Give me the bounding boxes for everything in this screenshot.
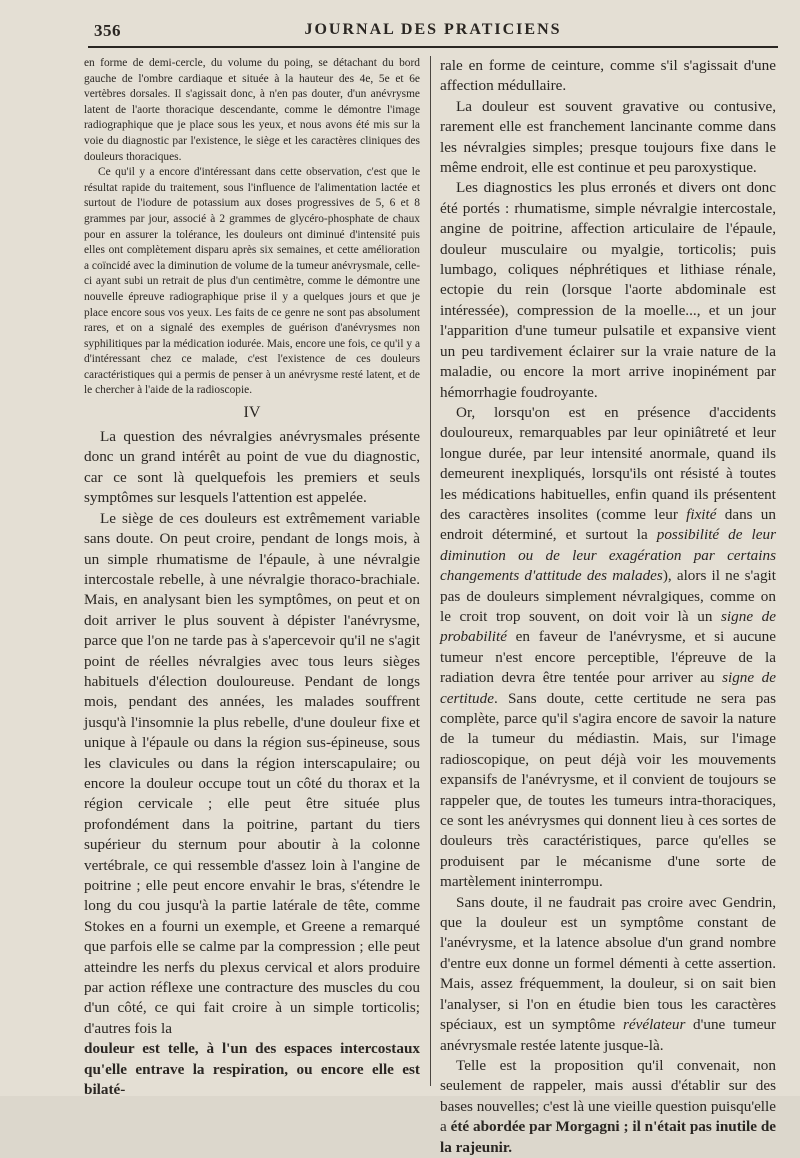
text-run: Sans doute, il ne faudrait pas croire avec Gendrin, que la douleur est un symptôme constant de l'anévrysme, et la latence absolue d'un grand nombre d'entre eux donne un formel démenti à cette assertion. Mais, assez fréquemment, la douleur, si on sait bien l'analyser, si l'on en étudie bien tous les caractères spéciaux, est un symptôme <box>440 893 776 1034</box>
section-heading: IV <box>243 404 261 422</box>
text-run: Or, lorsqu'on est en présence d'accidents douloureux, remarquables par leur opiniâtreté et leur longue durée, par leur intensité anormale, quand ils demeurent inexpliqués, lorsqu'ils ont résisté à toutes les médications habituelles, enfin quand ils présentent des caractères insolites (comme leur <box>440 403 776 523</box>
main-text-block <box>84 427 420 1100</box>
paragraph-bold-tail: douleur est telle, à l'un des espaces intercostaux qu'elle entrave la respiration, ou encore elle est bilaté- <box>84 1040 420 1099</box>
bold-run: été abordée par Morgagni ; il n'était pas inutile de la rajeunir. <box>440 1118 777 1156</box>
text-run: dans un endroit déterminé, et surtout la <box>440 505 776 544</box>
small-print-block <box>84 56 420 399</box>
paragraph: Les diagnostics les plus erronés et divers ont donc été portés : rhumatisme, simple névralgie intercostale, angine de poitrine, affection articulaire de l'épaule, douleur musculaire ou myalgie, torticolis; puis lumbago, coliques néphrétiques et lithiase rénale, ectopie du rein (lorsque l'aorte abdominale est intéressée), compression de la moelle..., et un jour l'apparition d'une tumeur pulsatile et expansive vient un peu tardivement éclairer sur la vraie nature de la maladie, ou encore la mort arrive inopinément par hémorrhagie foudroyante. <box>440 179 776 401</box>
header-rule <box>88 46 778 48</box>
right-column <box>440 56 776 1158</box>
italic-run: possibilité de leur diminution ou de leur exagération par certains changements d'attitude des malades <box>440 526 776 585</box>
text-run: . Sans doute, cette certitude ne sera pas complète, parce qu'il s'agira encore de savoir la nature de la tumeur du médiastin. Mais, sur l'image radioscopique, on peut déjà voir les mouvements expansifs de l'anévrysme, et il convient de toujours se rappeler que, de toutes les tumeurs intra-thoraciques, ce sont les anévrysmes qui donnent lieu à ces sortes de douleurs très caractéristiques, parce qu'elles se produisent par le mécanisme d'une sorte de martèlement ininterrompu. <box>440 689 776 891</box>
running-header <box>88 18 778 44</box>
text-run: Telle est la proposition qu'il convenait, non seulement de rappeler, mais aussi d'établir sur des bases nouvelles; c'est là une vieille question puisqu'elle a <box>440 1056 776 1136</box>
text-run: ), alors il ne s'agit pas de douleurs simplement névralgiques, comme on le croit trop souvent, on doit voir là un <box>440 567 776 625</box>
page-number: 356 <box>94 21 121 40</box>
paragraph: rale en forme de ceinture, comme s'il s'agissait d'une affection médullaire. <box>440 57 776 95</box>
left-column <box>84 56 420 1100</box>
italic-run: signe de probabilité <box>440 607 776 646</box>
paragraph: La question des névralgies anévrysmales présente donc un grand intérêt au point de vue du diagnostic, car ce sont là quelquefois les premiers et seuls symptômes sur lesquels l'attention est appelée. <box>84 428 420 507</box>
journal-title: JOURNAL DES PRATICIENS <box>304 21 562 38</box>
paragraph <box>440 403 776 893</box>
italic-run: révélateur <box>622 1016 686 1034</box>
paragraph <box>440 893 776 1056</box>
column-divider <box>430 56 431 1086</box>
italic-run: fixité <box>686 505 717 523</box>
text-run: d'une tumeur anévrysmale restée latente jusque-là. <box>440 1016 776 1054</box>
paragraph: Ce qu'il y a encore d'intéressant dans cette observation, c'est que le résultat rapide du traitement, sous l'influence de l'alimentation lactée et surtout de l'iodure de potassium aux doses progressives de 5, 6 et 8 grammes par jour, associé à 2 grammes de glycéro-phosphate de chaux pour en assurer la tolérance, les douleurs ont diminué d'intensité puis elles ont complètement disparu après six semaines, et cette amélioration a coïncidé avec la diminution de volume de la tumeur anévrysmale, celle-ci ayant subi un retrait de plus d'un centimètre, comme le démontre une nouvelle épreuve radiographique prise il y a quelques jours et que je place encore sous vos yeux. Les faits de ce genre ne sont pas absolument rares, et on a signalé des exemples de guérison d'anévrysmes non syphilitiques par la médication iodurée. Mais, encore une fois, ce qu'il y a d'intéressant chez ce malade, c'est l'existence de ces douleurs caractéristiques qui a permis de penser à un anévrysme resté latent, et de le chercher à l'aide de la radioscopie. <box>84 166 420 397</box>
paragraph <box>440 1056 776 1158</box>
paragraph: Le siège de ces douleurs est extrêmement variable sans doute. On peut croire, pendant de longs mois, à un simple rhumatisme de l'épaule, à une névralgie intercostale rebelle, à une névralgie thoraco-brachiale. Mais, en analysant bien les symptômes, on peut et on doit arriver le plus souvent à dépister l'anévrysme, parce que l'on ne tarde pas à s'apercevoir qu'il ne s'agit point de réelles névralgies avec tous leurs sièges habituels d'élection douloureuse. Pendant de longs mois, pendant des années, les malades souffrent jusqu'à l'insomnie la plus rebelle, d'une douleur fixe et unique à l'épaule ou dans la région sus-épineuse, sous les clavicules ou dans la région interscapulaire; ou encore la douleur occupe tout un côté du thorax et la région cervicale ; elle peut être située plus profondément dans la poitrine, partant du tiers supérieur du sternum pour aboutir à la colonne vertébrale, ce qui ressemble d'assez loin à l'angine de poitrine ; elle peut encore envahir le bras, s'étendre le long du cou jusqu'à la partie latérale de tête, comme Stokes en a fourni un exemple, et Greene a remarqué que parfois elle se calme par la compression ; elle peut atteindre les nerfs du plexus cervical et alors produire par action réflexe une contracture des muscles du cou d'un côté, ce qui fait croire à un simple torticolis; d'autres fois la <box>84 509 420 1037</box>
paragraph: La douleur est souvent gravative ou contusive, rarement elle est franchement lancinante comme dans les névralgies simples; presque toujours fixe dans le même endroit, elle est continue et peu paroxystique. <box>440 97 776 177</box>
text-run: en faveur de l'anévrysme, et si aucune tumeur n'est encore perceptible, l'épreuve de la radiation devra être tentée pour arriver au <box>440 628 776 687</box>
italic-run: signe de certitude <box>440 669 776 707</box>
paragraph: en forme de demi-cercle, du volume du poing, se détachant du bord gauche de l'ombre cardiaque et située à la hauteur des 4e, 5e et 6e vertèbres dorsales. Il s'agissait donc, à n'en pas douter, d'un anévrysme latent de l'aorte thoracique descendante, comme le démontre l'image radiographique que je place sous les yeux, et nous avons été mis sur la voie du diagnostic par l'existence, le siège et les caractères cliniques des douleurs thoraciques. <box>84 57 420 163</box>
